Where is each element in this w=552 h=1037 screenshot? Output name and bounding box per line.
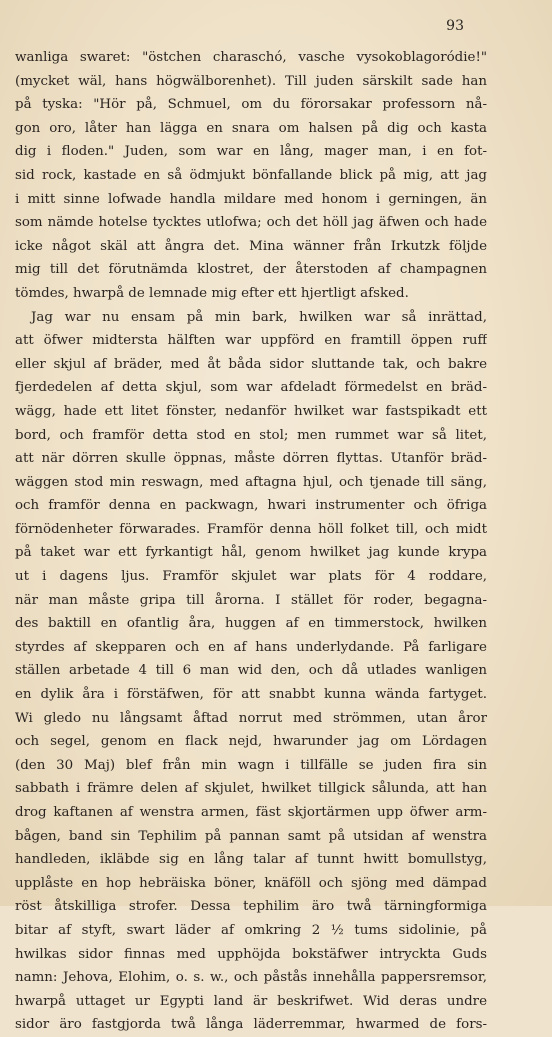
text-line: ställen arbetade 4 till 6 man wid den, och då utlades wanligen: [15, 663, 487, 679]
text-line: Wi gledo nu långsamt åftad norrut med strömmen, utan åror: [15, 710, 487, 726]
text-line: som nämde hotelse tycktes utlofwa; och det höll jag äfwen och hade: [15, 215, 487, 231]
text-line: drog kaftanen af wenstra armen, fäst skjortärmen upp öfwer arm-: [15, 805, 487, 820]
body-text: [15, 46, 487, 1037]
text-line: att när dörren skulle öppnas, måste dörren flyttas. Utanför bräd-: [15, 451, 487, 467]
text-line: wägg, hade ett litet fönster, nedanför hwilket war fastspikadt ett: [15, 403, 487, 419]
text-line: sidor äro fastgjorda twå långa läderremmar, hwarmed de fors-: [15, 1017, 487, 1033]
text-line: namn: Jehova, Elohim, o. s. w., och påstås innehålla pappersremsor,: [15, 970, 487, 986]
text-line: sabbath i främre delen af skjulet, hwilket tillgick sålunda, att han: [15, 781, 487, 797]
text-line: (den 30 Maj) blef från min wagn i tillfälle se juden fira sin: [15, 757, 487, 773]
text-line: ut i dagens ljus. Framför skjulet war plats för 4 roddare,: [15, 569, 487, 585]
text-line: när man måste gripa till årorna. I stället för roder, begagna-: [15, 592, 487, 608]
text-line: att öfwer midtersta hälften war uppförd en framtill öppen ruff: [15, 333, 487, 349]
page-number: 93: [446, 18, 464, 34]
text-line: wäggen stod min reswagn, med aftagna hjul, och tjenade till säng,: [15, 474, 487, 490]
text-line: fjerdedelen af detta skjul, som war afdeladt förmedelst en bräd-: [15, 380, 487, 396]
text-line: wanliga swaret: "östchen charaschó, vasche vysokoblagoródie!": [15, 50, 487, 65]
text-line: icke något skäl att ångra det. Mina wänner från Irkutzk följde: [15, 238, 487, 254]
text-line: hwilkas sidor finnas med upphöjda bokstäfwer intryckta Guds: [15, 946, 487, 962]
text-line: styrdes af skepparen och en af hans underlydande. På farligare: [15, 639, 487, 655]
text-line: dig i floden." Juden, som war en lång, mager man, i en fot-: [15, 144, 487, 160]
text-line: bågen, band sin Tephilim på pannan samt på utsidan af wenstra: [15, 828, 487, 844]
text-line: och framför denna en packwagn, hwari instrumenter och öfriga: [15, 498, 487, 514]
text-line: (mycket wäl, hans högwälborenhet). Till juden särskilt sade han: [15, 73, 487, 89]
text-line: på tyska: "Hör på, Schmuel, om du förorsakar professorn nå-: [15, 97, 487, 113]
text-line: eller skjul af bräder, med åt båda sidor sluttande tak, och bakre: [15, 356, 487, 372]
text-line: upplåste en hop hebräiska böner, knäföll och sjöng med dämpad: [15, 875, 487, 891]
text-line: förnödenheter förwarades. Framför denna höll folket till, och midt: [15, 521, 487, 537]
text-line: och segel, genom en flack nejd, hwarunder jag om Lördagen: [15, 734, 487, 750]
text-line: des baktill en ofantlig åra, huggen af en timmerstock, hwilken: [15, 616, 487, 632]
text-line: gon oro, låter han lägga en snara om halsen på dig och kasta: [15, 120, 487, 136]
text-line: bitar af styft, swart läder af omkring 2 ½ tums sidolinie, på: [15, 922, 487, 938]
text-line: röst åtskilliga strofer. Dessa tephilim äro twå tärningformiga: [15, 899, 487, 915]
text-line: en dylik åra i förstäfwen, för att snabbt kunna wända fartyget.: [15, 687, 487, 703]
text-line: hwarpå uttaget ur Egypti land är beskrifwet. Wid deras undre: [15, 993, 487, 1009]
text-line: bord, och framför detta stod en stol; men rummet war så litet,: [15, 427, 487, 443]
text-line: mig till det förutnämda klostret, der återstoden af champagnen: [15, 262, 487, 278]
text-line: handleden, ikläbde sig en lång talar af tunnt hwitt bomullstyg,: [15, 852, 487, 868]
text-line: sid rock, kastade en så ödmjukt bönfallande blick på mig, att jag: [15, 167, 487, 183]
text-line: Jag war nu ensam på min bark, hwilken war så inrättad,: [31, 309, 487, 325]
text-line: på taket war ett fyrkantigt hål, genom hwilket jag kunde krypa: [15, 545, 487, 561]
text-line: i mitt sinne lofwade handla mildare med honom i gerningen, än: [15, 191, 487, 207]
text-line: tömdes, hwarpå de lemnade mig efter ett hjertligt afsked.: [15, 285, 409, 301]
